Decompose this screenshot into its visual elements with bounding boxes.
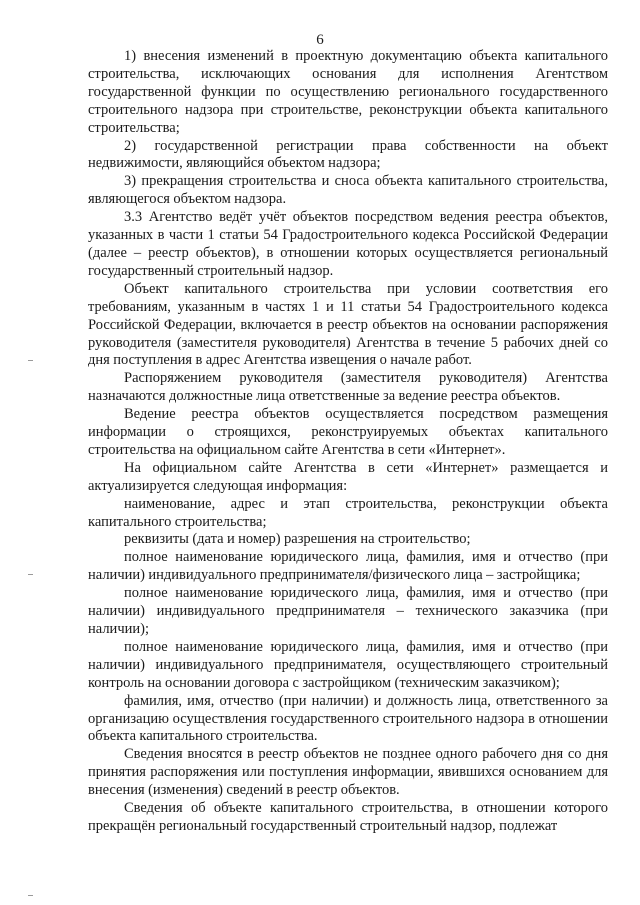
paragraph: Объект капитального строительства при условии соответствия его требованиям, указанным в частях 1 и 11 статьи 54 Градостроительного кодекса Российской Федерации, включается в реестр объектов на основании распоряжения руководителя (заместителя руководителя) Агентства в течение 5 рабочих дней со дня поступления в адрес Агентства извещения о начале работ. (88, 280, 608, 369)
paragraph: фамилия, имя, отчество (при наличии) и должность лица, ответственного за организацию осуществления государственного строительного надзора в отношении объекта капитального строительства. (88, 692, 608, 745)
paragraph: полное наименование юридического лица, фамилия, имя и отчество (при наличии) индивидуального предпринимателя – технического заказчика (при наличии); (88, 585, 608, 637)
paragraph: На официальном сайте Агентства в сети «Интернет» размещается и актуализируется следующая информация: (88, 459, 608, 494)
margin-tick (28, 574, 33, 575)
margin-tick (28, 360, 33, 361)
paragraph: Ведение реестра объектов осуществляется посредством размещения информации о строящихся, реконструируемых объектах капитального строительства на официальном сайте Агентства в сети «Интернет». (88, 406, 608, 458)
paragraph: полное наименование юридического лица, фамилия, имя и отчество (при наличии) индивидуального предпринимателя/физического лица – застройщика; (88, 549, 608, 584)
paragraph: полное наименование юридического лица, фамилия, имя и отчество (при наличии) индивидуального предпринимателя, осуществляющего строительный контроль на основании договора с застройщиком (техническим заказчиком); (88, 638, 608, 691)
paragraph: Сведения об объекте капитального строительства, в отношении которого прекращён региональный государственный строительный надзор, подлежат (88, 800, 608, 834)
margin-tick (28, 895, 33, 896)
document-body (88, 48, 608, 836)
paragraph: Сведения вносятся в реестр объектов не позднее одного рабочего дня со дня принятия распоряжения или поступления информации, явившихся основанием для внесения (изменения) сведений в реестр объектов. (88, 746, 608, 799)
page-number: 6 (316, 32, 324, 48)
paragraph: реквизиты (дата и номер) разрешения на строительство; (124, 531, 471, 548)
paragraph: наименование, адрес и этап строительства, реконструкции объекта капитального строительства; (88, 495, 608, 530)
paragraph: Распоряжением руководителя (заместителя руководителя) Агентства назначаются должностные лица ответственные за ведение реестра объектов. (88, 370, 608, 405)
paragraph: 1) внесения изменений в проектную документацию объекта капитального строительства, исключающих основания для исполнения Агентством государственной функции по осуществлению регионального государственного строительного надзора при строительстве, реконструкции объекта капитального строительства; (88, 48, 608, 136)
paragraph: 3) прекращения строительства и сноса объекта капитального строительства, являющегося объектом надзора. (88, 173, 608, 208)
paragraph: 2) государственной регистрации права собственности на объект недвижимости, являющийся объектом надзора; (88, 137, 608, 172)
paragraph: 3.3 Агентство ведёт учёт объектов посредством ведения реестра объектов, указанных в части 1 статьи 54 Градостроительного кодекса Российской Федерации (далее – реестр объектов), в отношении которых осуществляется региональный государственный строительный надзор. (88, 209, 608, 279)
